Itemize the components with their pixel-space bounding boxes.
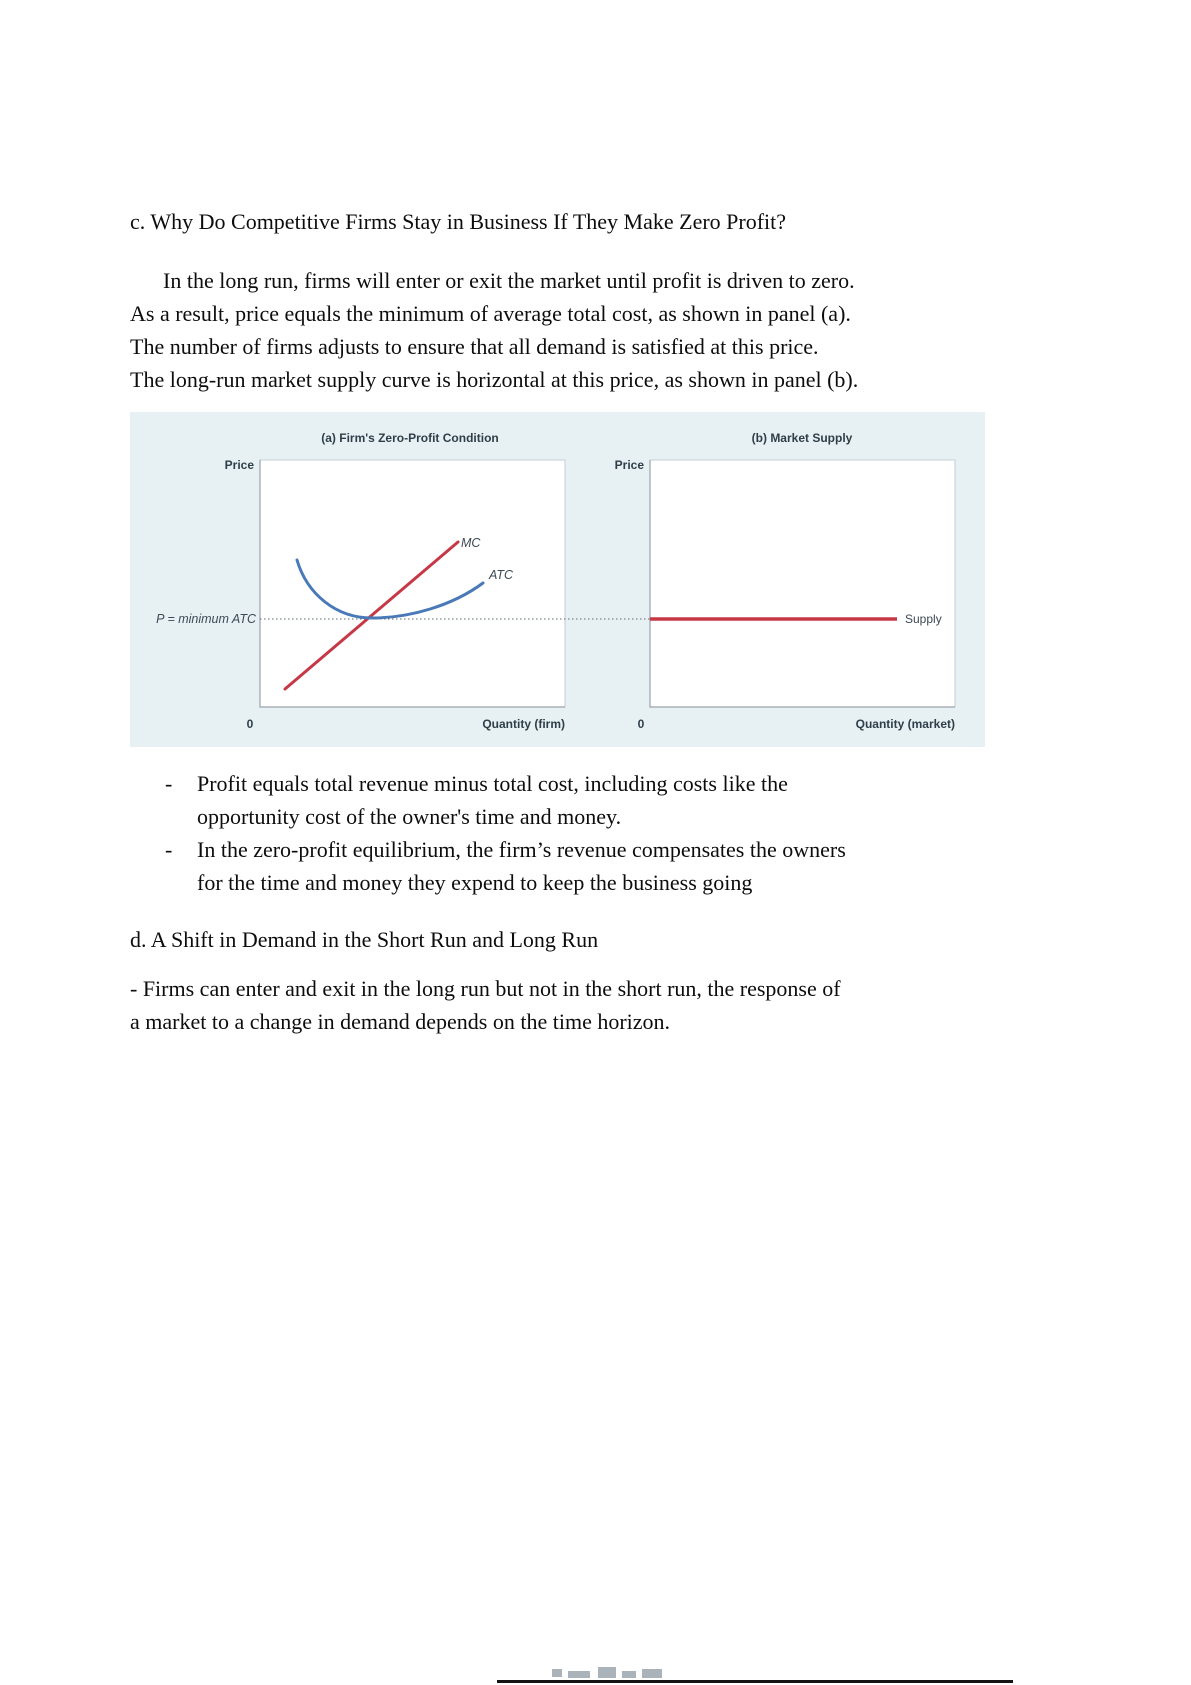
- illegible-text-fragment: [568, 1671, 590, 1678]
- bullet-text-profit: Profit equals total revenue minus total cost, including costs like the opportunity cost of the owner's time and money.: [197, 771, 788, 829]
- panel-a-title: (a) Firm's Zero-Profit Condition: [321, 431, 499, 445]
- minimum-atc-label: P = minimum ATC: [156, 612, 256, 626]
- illegible-text-fragment: [642, 1669, 662, 1678]
- zero-profit-figure-svg: [130, 412, 985, 747]
- list-item: [130, 833, 1061, 899]
- panel-b-price-label: Price: [614, 458, 644, 472]
- section-c-paragraph: In the long run, firms will enter or exit the market until profit is driven to zero. As a result, price equals the minimum of average total cost, as shown in panel (a). The number of firms adjusts to ensure that all demand is satisfied at this price. The long-run market supply curve is horizontal at this price, as shown in panel (b).: [130, 268, 859, 392]
- panel-b-plot-area: [650, 460, 955, 707]
- illegible-text-fragment: [622, 1671, 636, 1678]
- next-page-cutoff: [0, 1662, 1191, 1685]
- panel-a-origin-label: 0: [246, 717, 254, 731]
- panel-b-x-axis-label: Quantity (market): [855, 717, 955, 731]
- zero-profit-figure: [130, 412, 985, 747]
- illegible-text-fragment: [552, 1669, 562, 1677]
- supply-curve-label: Supply: [905, 612, 942, 626]
- bullet-marker: -: [165, 771, 173, 796]
- mc-curve-label: MC: [461, 536, 481, 550]
- panel-a-x-axis-label: Quantity (firm): [482, 717, 565, 731]
- panel-a-price-label: Price: [224, 458, 254, 472]
- section-c-heading: c. Why Do Competitive Firms Stay in Business If They Make Zero Profit?: [130, 209, 787, 234]
- bullet-list: [130, 767, 1061, 899]
- panel-b-title: (b) Market Supply: [751, 431, 853, 445]
- bullet-marker: -: [165, 837, 173, 862]
- panel-b-origin-label: 0: [637, 717, 645, 731]
- section-d-heading: d. A Shift in Demand in the Short Run and Long Run: [130, 927, 599, 952]
- cutoff-rule: [497, 1680, 1013, 1683]
- atc-curve-label: ATC: [489, 568, 514, 582]
- list-item: [130, 767, 1061, 833]
- illegible-text-fragment: [598, 1667, 616, 1678]
- bullet-text-equilibrium: In the zero-profit equilibrium, the firm’s revenue compensates the owners for the time and money they expend to keep the business going: [197, 837, 846, 895]
- section-d-paragraph: - Firms can enter and exit in the long run but not in the short run, the response of a market to a change in demand depends on the time horizon.: [130, 976, 841, 1034]
